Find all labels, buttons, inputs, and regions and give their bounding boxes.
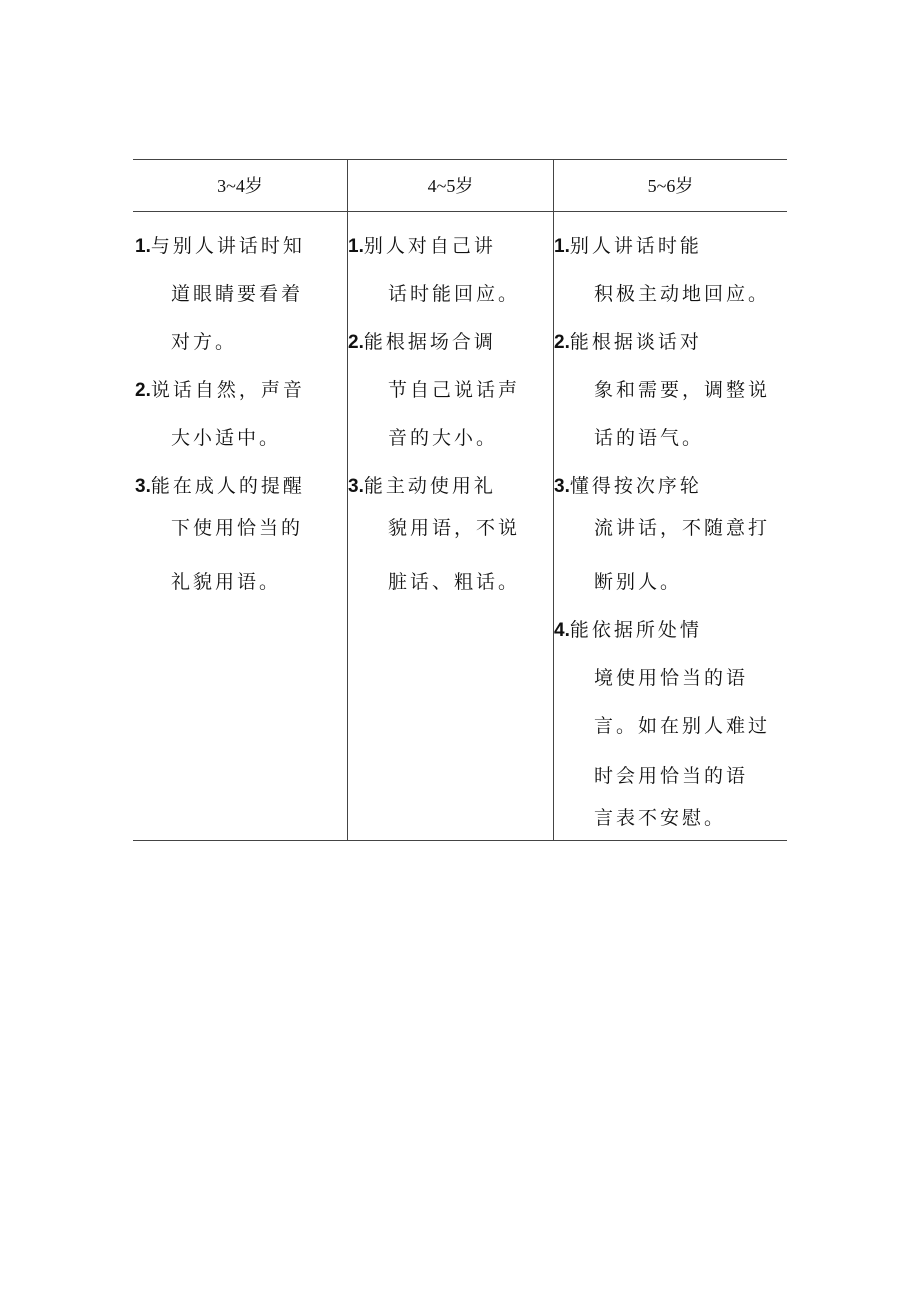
item-number: 1. <box>135 236 151 257</box>
list-item-continuation-line <box>594 570 682 594</box>
item-text: 能主动使用礼 <box>363 475 496 497</box>
item-text: 别人对自己讲 <box>363 235 496 257</box>
item-text: 大小适中。 <box>171 427 282 449</box>
item-number: 1. <box>554 236 570 257</box>
list-item-continuation-line <box>171 570 281 594</box>
item-text: 象和需要，调整说 <box>594 379 771 401</box>
item-text: 别人讲话时能 <box>569 235 702 257</box>
list-item-continuation-line <box>388 282 520 306</box>
item-text: 下使用恰当的 <box>171 517 304 539</box>
item-text: 懂得按次序轮 <box>569 475 702 497</box>
list-item-first-line <box>554 618 702 643</box>
list-item-continuation-line <box>594 714 770 738</box>
list-item-continuation-line <box>594 806 726 830</box>
header-age-4-5: 4~5岁 <box>427 176 474 196</box>
list-item-continuation-line <box>171 330 237 354</box>
item-text: 言表不安慰。 <box>594 807 727 829</box>
list-item-first-line <box>554 234 702 259</box>
item-text: 貌用语，不说 <box>388 517 521 539</box>
item-text: 境使用恰当的语 <box>594 667 749 689</box>
item-text: 音的大小。 <box>388 427 499 449</box>
column-age-4-5 <box>348 212 553 840</box>
header-age-5-6: 5~6岁 <box>647 176 694 196</box>
list-item-first-line <box>348 234 496 259</box>
list-item-continuation-line <box>388 426 498 450</box>
item-text: 对方。 <box>171 331 238 353</box>
header-age-3-4: 3~4岁 <box>217 176 263 196</box>
item-text: 与别人讲话时知 <box>150 235 305 257</box>
list-item-first-line <box>135 234 305 259</box>
item-text: 能在成人的提醒 <box>150 475 305 497</box>
item-text: 能根据场合调 <box>363 331 496 353</box>
item-number: 2. <box>554 332 570 353</box>
item-number: 3. <box>135 476 151 497</box>
item-number: 2. <box>135 380 151 401</box>
item-number: 3. <box>554 476 570 497</box>
column-age-3-4 <box>133 212 347 840</box>
item-text: 积极主动地回应。 <box>594 283 771 305</box>
list-item-continuation-line <box>594 378 770 402</box>
list-item-continuation-line <box>594 666 748 690</box>
item-text: 流讲话，不随意打 <box>594 517 771 539</box>
list-item-first-line <box>135 474 305 499</box>
list-item-first-line <box>554 330 702 355</box>
item-number: 3. <box>348 476 364 497</box>
item-text: 时会用恰当的语 <box>594 765 749 787</box>
item-text: 礼貌用语。 <box>171 571 282 593</box>
item-text: 话的语气。 <box>594 427 705 449</box>
list-item-continuation-line <box>594 516 770 540</box>
list-item-continuation-line <box>388 570 520 594</box>
list-item-continuation-line <box>388 516 520 540</box>
item-number: 2. <box>348 332 364 353</box>
list-item-first-line <box>554 474 702 499</box>
table-bottom-rule <box>133 840 787 841</box>
column-age-5-6 <box>554 212 787 840</box>
item-text: 说话自然，声音 <box>150 379 305 401</box>
item-text: 言。如在别人难过 <box>594 715 771 737</box>
list-item-continuation-line <box>388 378 520 402</box>
list-item-continuation-line <box>594 764 748 788</box>
list-item-continuation-line <box>171 426 281 450</box>
list-item-continuation-line <box>594 426 704 450</box>
list-item-first-line <box>348 330 496 355</box>
item-text: 脏话、粗话。 <box>388 571 521 593</box>
item-text: 能依据所处情 <box>569 619 702 641</box>
item-number: 1. <box>348 236 364 257</box>
list-item-continuation-line <box>171 282 303 306</box>
language-goals-table <box>133 159 787 841</box>
item-text: 断别人。 <box>594 571 683 593</box>
item-text: 话时能回应。 <box>388 283 521 305</box>
item-text: 道眼睛要看着 <box>171 283 304 305</box>
item-number: 4. <box>554 620 570 641</box>
list-item-first-line <box>135 378 305 403</box>
item-text: 节自己说话声 <box>388 379 521 401</box>
item-text: 能根据谈话对 <box>569 331 702 353</box>
list-item-continuation-line <box>594 282 770 306</box>
list-item-continuation-line <box>171 516 303 540</box>
list-item-first-line <box>348 474 496 499</box>
